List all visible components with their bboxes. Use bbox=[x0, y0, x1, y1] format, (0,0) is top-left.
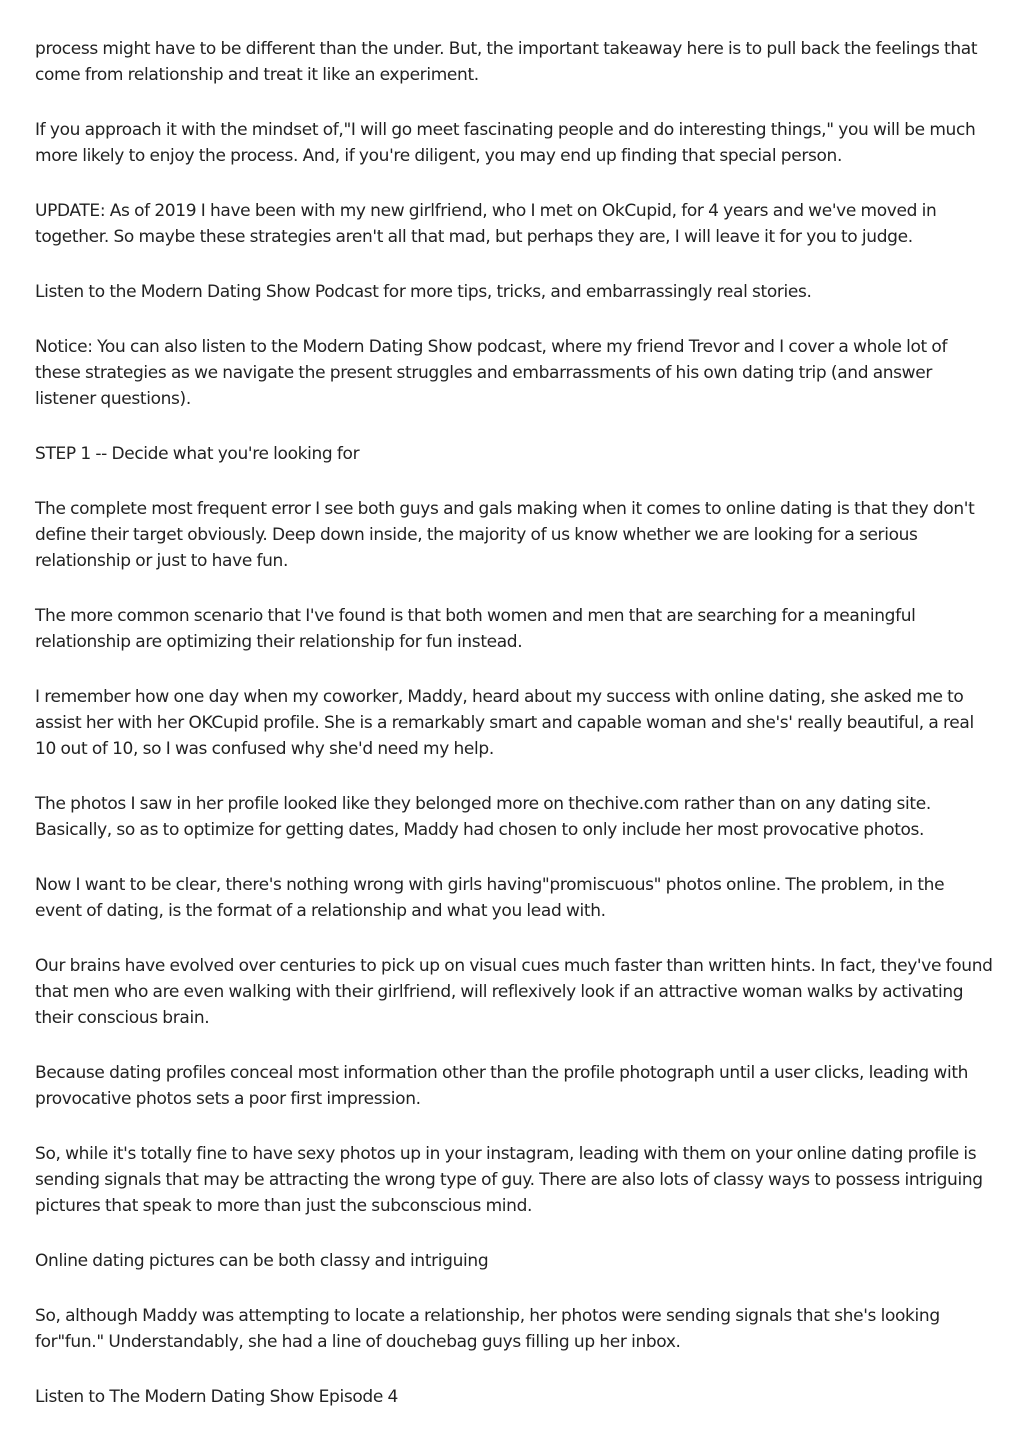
paragraph-maddy-story: I remember how one day when my coworker, Maddy, heard about my success with online dating, she asked me to assist her with her OKCupid profile. She is a remarkably smart and capable woman and she's' really beautiful, a real 10 out of 10, so I was confused why she'd need my help. bbox=[35, 687, 974, 759]
paragraph-episode-4: Listen to The Modern Dating Show Episode 4 bbox=[35, 1387, 398, 1407]
paragraph-mindset: If you approach it with the mindset of,"I will go meet fascinating people and do interesting things," you will be much more likely to enjoy the process. And, if you're diligent, you may end up finding that special person. bbox=[35, 120, 976, 166]
paragraph-podcast-cta: Listen to the Modern Dating Show Podcast for more tips, tricks, and embarrassingly real stories. bbox=[35, 282, 812, 302]
paragraph-be-clear: Now I want to be clear, there's nothing wrong with girls having"promiscuous" photos online. The problem, in the event of dating, is the format of a relationship and what you lead with. bbox=[35, 875, 945, 921]
paragraph-notice: Notice: You can also listen to the Modern Dating Show podcast, where my friend Trevor and I cover a whole lot of these strategies as we navigate the present struggles and embarrassments of his own dating trip (and answer listener questions). bbox=[35, 337, 948, 409]
paragraph-common-scenario: The more common scenario that I've found is that both women and men that are searching for a meaningful relationship are optimizing their relationship for fun instead. bbox=[35, 606, 916, 652]
paragraph-common-error: The complete most frequent error I see both guys and gals making when it comes to online dating is that they don't define their target obviously. Deep down inside, the majority of us know whether we are looking for a serious relationship or just to have fun. bbox=[35, 499, 975, 571]
paragraph-profile-photos: The photos I saw in her profile looked like they belonged more on thechive.com rather than on any dating site. Basically, so as to optimize for getting dates, Maddy had chosen to only include her most provocative photos. bbox=[35, 794, 931, 840]
paragraph-visual-cues: Our brains have evolved over centuries to pick up on visual cues much faster than written hints. In fact, they've found that men who are even walking with their girlfriend, will reflexively look if an attractive woman walks by activating their conscious brain. bbox=[35, 956, 993, 1028]
paragraph-inbox: So, although Maddy was attempting to locate a relationship, her photos were sending signals that she's looking for"fun." Understandably, she had a line of douchebag guys filling up her inbox. bbox=[35, 1306, 940, 1352]
paragraph-first-impression: Because dating profiles conceal most information other than the profile photograph until a user clicks, leading with provocative photos sets a poor first impression. bbox=[35, 1063, 969, 1109]
document-page bbox=[35, 36, 993, 1439]
paragraph-update: UPDATE: As of 2019 I have been with my new girlfriend, who I met on OkCupid, for 4 years and we've moved in together. So maybe these strategies aren't all that mad, but perhaps they are, I will leave it for you to judge. bbox=[35, 201, 937, 247]
paragraph-experiment: process might have to be different than the under. But, the important takeaway here is to pull back the feelings that come from relationship and treat it like an experiment. bbox=[35, 39, 978, 85]
subheading-classy-pictures: Online dating pictures can be both classy and intriguing bbox=[35, 1251, 489, 1271]
paragraph-instagram: So, while it's totally fine to have sexy photos up in your instagram, leading with them on your online dating profile is sending signals that may be attracting the wrong type of guy. There are also lots of classy ways to possess intriguing pictures that speak to more than just the subconscious mind. bbox=[35, 1144, 983, 1216]
step-1-heading: STEP 1 -- Decide what you're looking for bbox=[35, 444, 360, 464]
